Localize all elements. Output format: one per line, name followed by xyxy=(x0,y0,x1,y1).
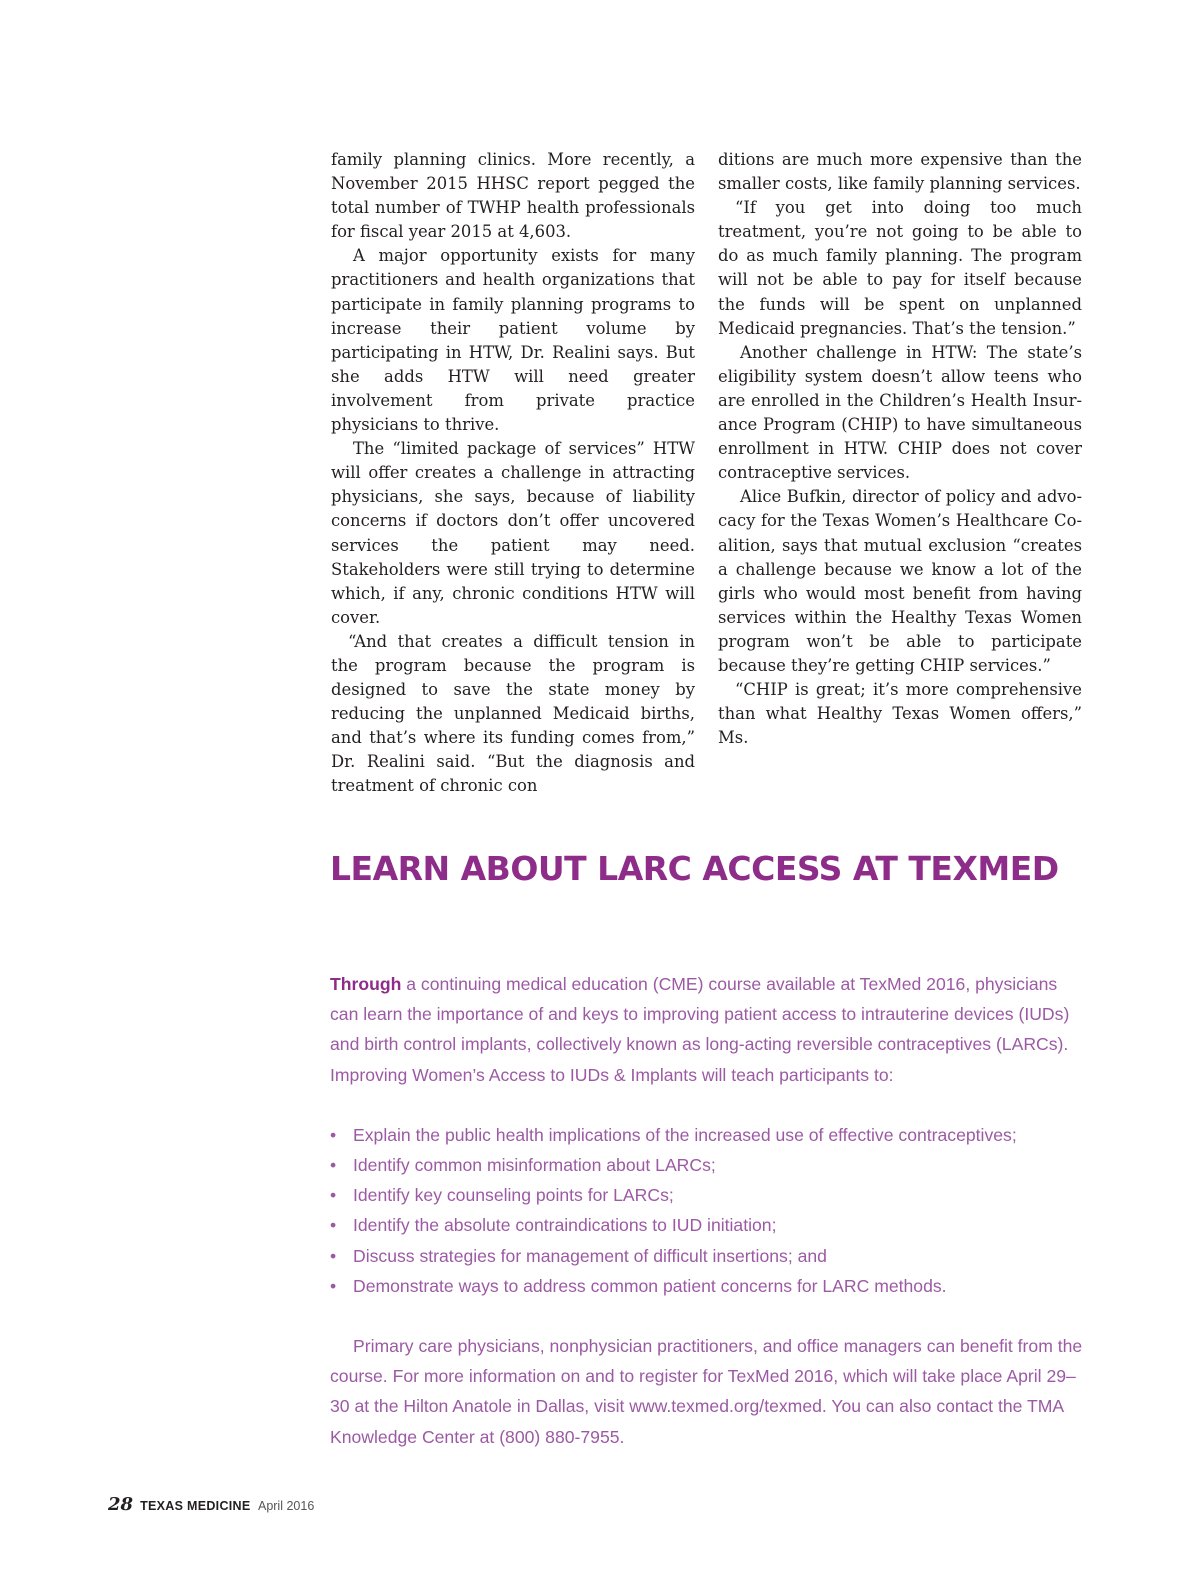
bullet-icon: • xyxy=(330,1185,337,1206)
bullet-icon: • xyxy=(330,1215,337,1236)
list-item-text: Discuss strategies for management of difficult insertions; and xyxy=(353,1245,827,1266)
sidebar-title: LEARN ABOUT LARC ACCESS AT TEXMED xyxy=(330,849,1059,888)
article-paragraph: “CHIP is great; it’s more comprehensive than what Healthy Texas Women offers,” Ms. xyxy=(718,680,1082,748)
article-paragraph: A major opportunity exists for many practitioners and health organizations that participate in family planning programs to increase their patient volume by participating in HTW, Dr. Realini says. But she adds HTW will need greater involvement from private practice physicians to thrive. xyxy=(331,246,695,435)
bullet-icon: • xyxy=(330,1275,337,1296)
sidebar-body xyxy=(330,969,1086,1452)
page-number: 28 xyxy=(108,1494,134,1515)
list-item xyxy=(330,1271,1086,1301)
list-item xyxy=(330,1210,1086,1240)
sidebar-intro-text: a continuing medical education (CME) course available at TexMed 2016, physicians can learn the importance of and keys to improving patient access to intrauterine devices (IUDs) and birth control implants, collectively known as long-acting reversible contraceptives (LARCs). Improving Women’s Access to IUDs & Implants will teach participants to: xyxy=(330,974,1070,1085)
list-item xyxy=(330,1180,1086,1210)
objectives-list xyxy=(330,1120,1086,1301)
article-paragraph: family planning clinics. More recently, a November 2015 HHSC report pegged the total number of TWHP health professionals for fiscal year 2015 at 4,603. xyxy=(331,150,695,242)
list-item-text: Identify common misinformation about LARCs; xyxy=(353,1155,716,1176)
sidebar-closing: Primary care physicians, nonphysician practitioners, and office managers can benefit from the course. For more information on and to register for TexMed 2016, which will take place April 29–30 at the Hilton Anatole in Dallas, visit www.texmed.org/texmed. You can also contact the TMA Knowledge Center at (800) 880-7955. xyxy=(330,1336,1083,1447)
article-paragraph: Alice Bufkin, director of policy and advocacy for the Texas Women’s Healthcare Coalition, says that mutual exclusion “creates a challenge because we know a lot of the girls who would most benefit from having services within the Healthy Texas Women program won’t be able to participate because they’re getting CHIP services.” xyxy=(718,487,1082,675)
list-item-text: Identify key counseling points for LARCs; xyxy=(353,1185,674,1206)
article-paragraph: “If you get into doing too much treatment, you’re not going to be able to do as much family planning. The program will not be able to pay for itself because the funds will be spent on unplanned Medicaid pregnancies. That’s the tension.” xyxy=(718,198,1082,338)
sidebar-lead-word: Through xyxy=(330,974,402,994)
list-item-text: Explain the public health implications of the increased use of effective contraceptives; xyxy=(353,1124,1017,1145)
magazine-name: TEXAS MEDICINE xyxy=(140,1499,251,1513)
bullet-icon: • xyxy=(330,1124,337,1145)
page-footer xyxy=(108,1494,314,1515)
article-paragraph: The “limited package of services” HTW will offer creates a challenge in attracting physicians, she says, because of liability concerns if doctors don’t offer uncovered services the patient may need. Stakeholders were still trying to determine which, if any, chronic conditions HTW will cover. xyxy=(331,439,695,627)
list-item xyxy=(330,1120,1086,1150)
article-paragraph: “And that creates a difficult tension in the program because the program is designed to save the state money by reducing the unplanned Medicaid births, and that’s where its funding comes from,” Dr. Realini said. “But the diagnosis and treatment of chronic con xyxy=(331,631,695,796)
bullet-icon: • xyxy=(330,1155,337,1176)
list-item xyxy=(330,1150,1086,1180)
article-column-left xyxy=(331,148,695,799)
article-paragraph: ditions are much more expensive than the smaller costs, like family planning services. xyxy=(718,150,1082,194)
list-item-text: Identify the absolute contraindications to IUD initiation; xyxy=(353,1215,777,1236)
article-column-right xyxy=(718,148,1082,750)
bullet-icon: • xyxy=(330,1245,337,1266)
sidebar-intro xyxy=(330,969,1086,1090)
list-item-text: Demonstrate ways to address common patient concerns for LARC methods. xyxy=(353,1275,947,1296)
article-paragraph: Another challenge in HTW: The state’s eligibility system doesn’t allow teens who are enrolled in the Children’s Health Insurance Program (CHIP) to have simultaneous enrollment in HTW. CHIP does not cover contraceptive services. xyxy=(718,342,1082,483)
issue-date: April 2016 xyxy=(257,1499,315,1513)
list-item xyxy=(330,1241,1086,1271)
